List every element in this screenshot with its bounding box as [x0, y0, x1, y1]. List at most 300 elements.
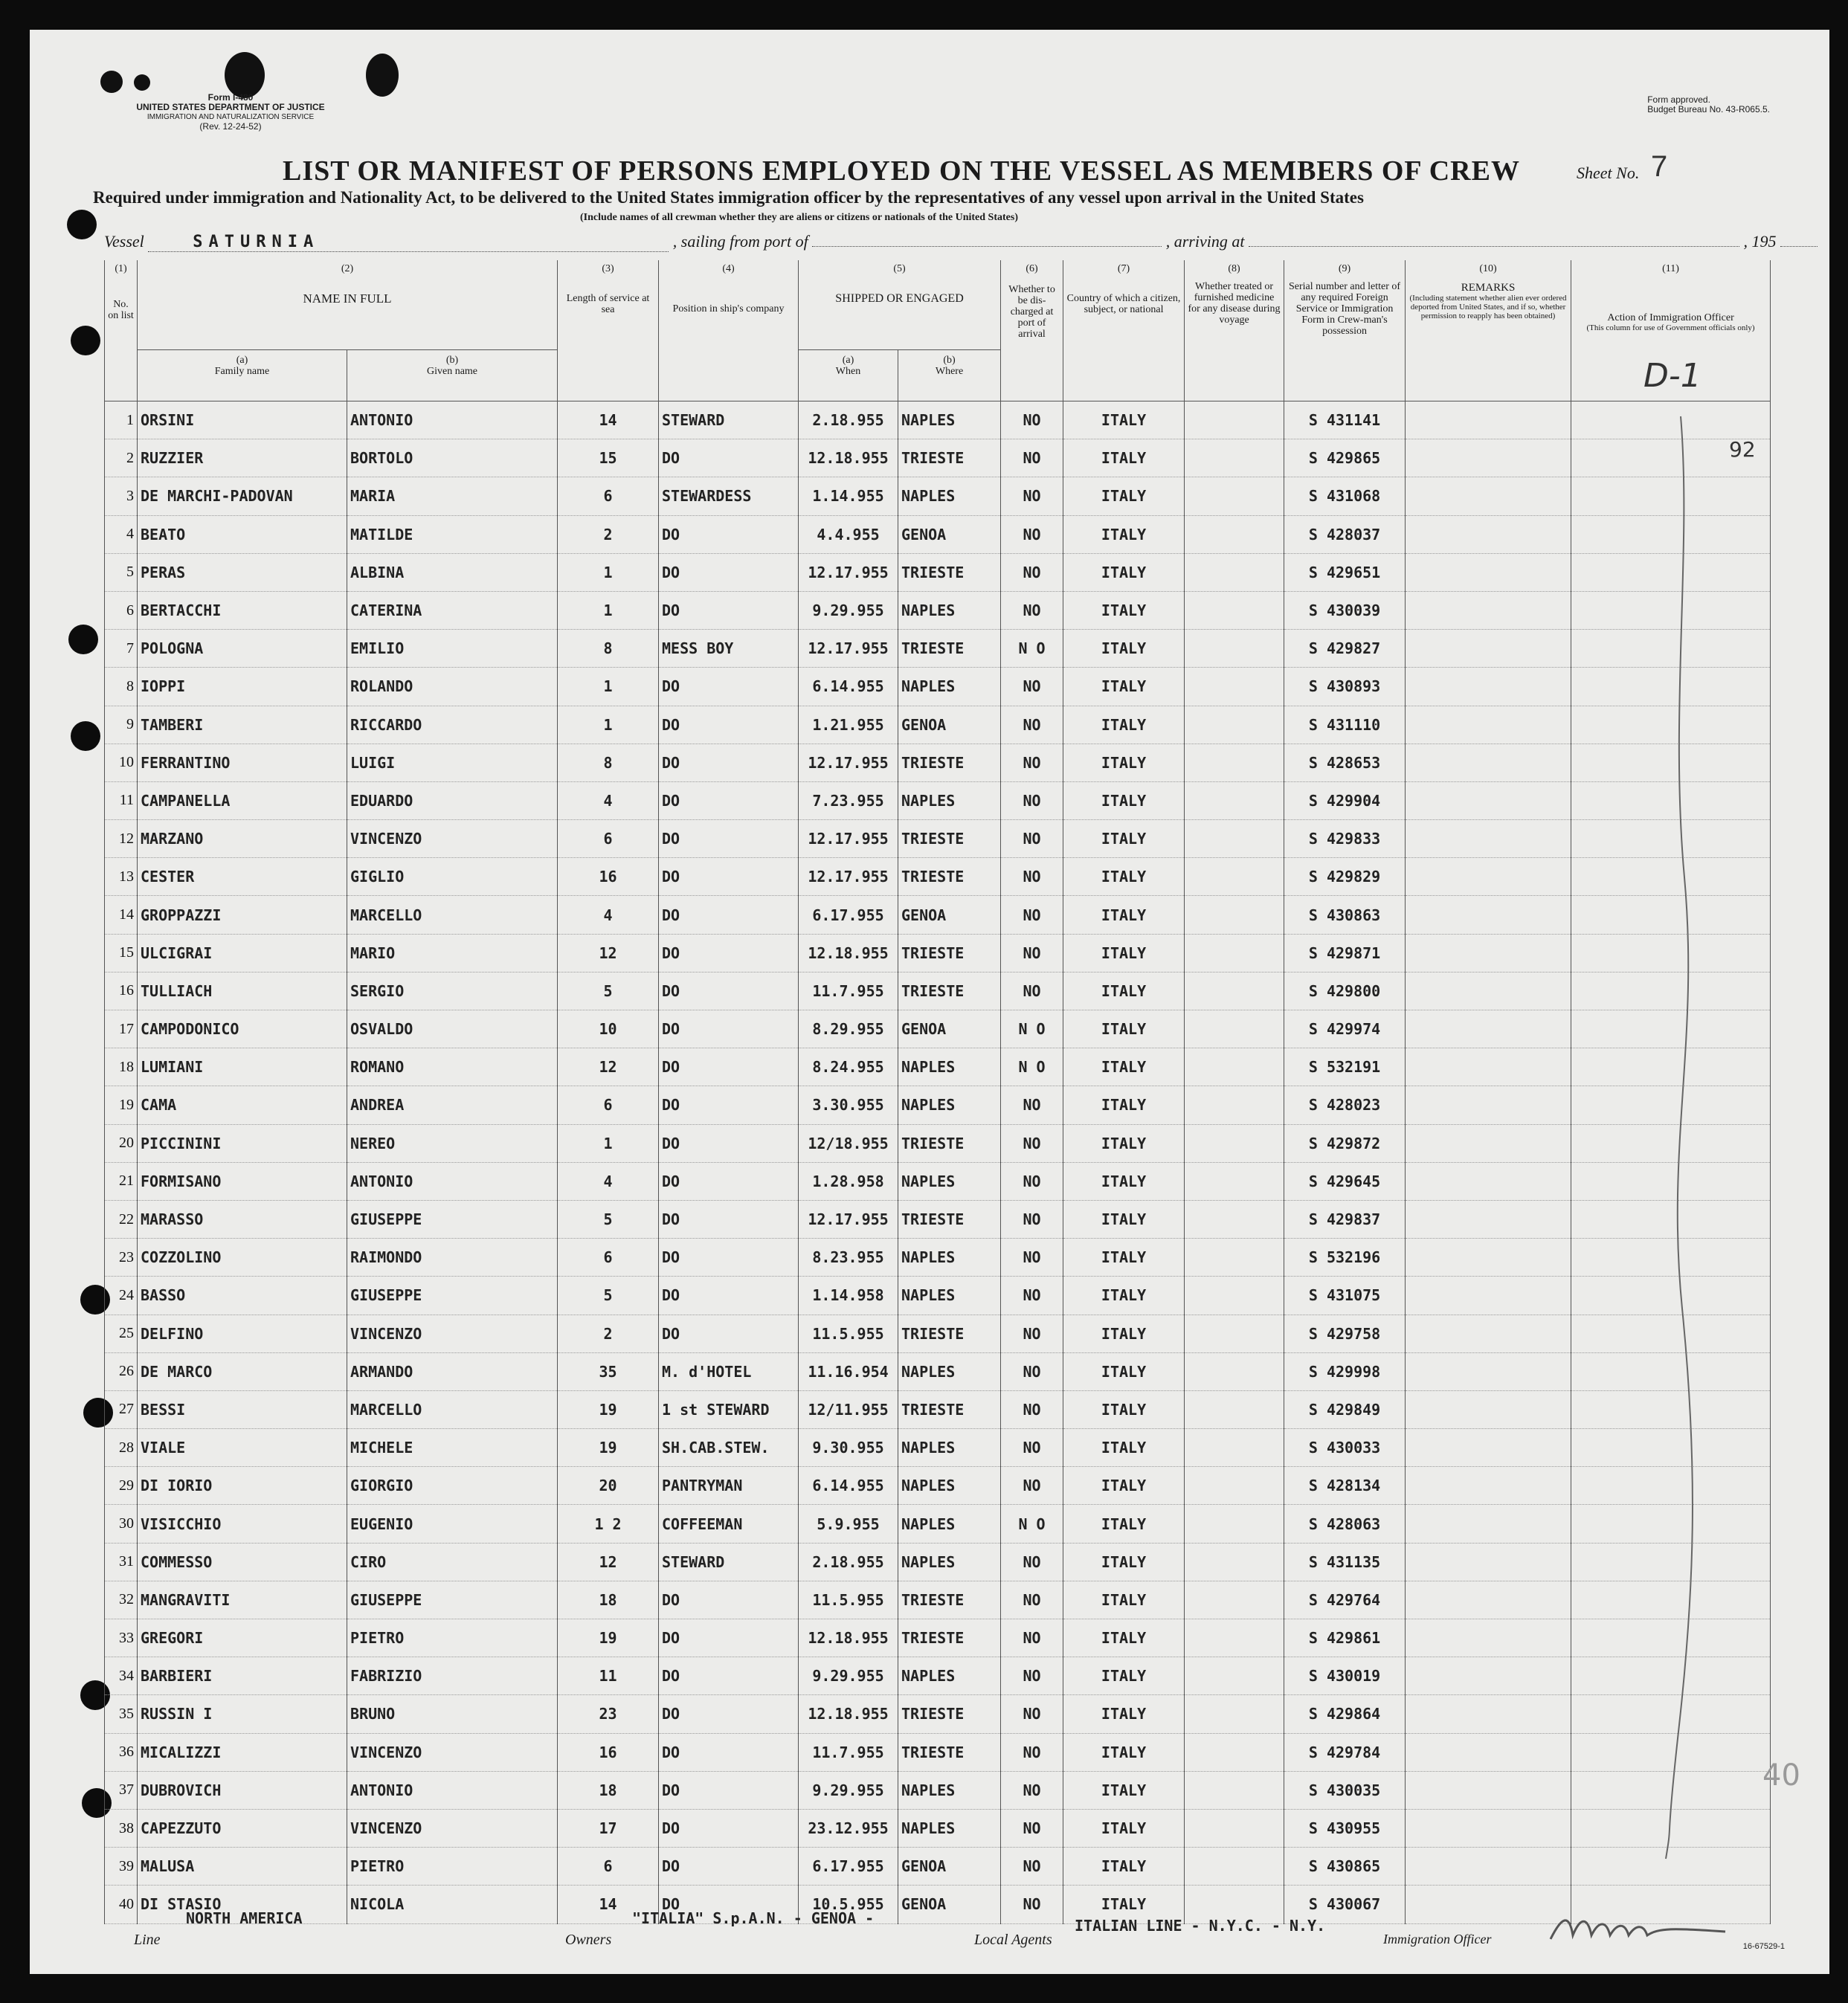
country: ITALY [1063, 1505, 1185, 1543]
remarks-cell [1406, 1543, 1571, 1581]
length-of-service: 4 [558, 1162, 659, 1200]
family-name: DI IORIO [138, 1467, 347, 1505]
medicine-cell [1185, 1809, 1284, 1847]
engaged-when: 6.14.955 [799, 668, 898, 706]
country: ITALY [1063, 401, 1185, 439]
family-name: COZZOLINO [138, 1239, 347, 1277]
where-label: (b) [943, 355, 956, 366]
serial-number: S 429800 [1284, 972, 1406, 1010]
length-of-service: 2 [558, 1315, 659, 1352]
table-row [105, 591, 1771, 629]
serial-number: S 429837 [1284, 1200, 1406, 1238]
engaged-when: 8.24.955 [799, 1048, 898, 1086]
engaged-where: TRIESTE [898, 820, 1001, 858]
position: DO [659, 706, 799, 744]
table-row [105, 1048, 1771, 1086]
length-of-service: 12 [558, 934, 659, 972]
column-number: (1) [105, 260, 138, 277]
remarks-cell [1406, 1200, 1571, 1238]
family-name: FORMISANO [138, 1162, 347, 1200]
row-number: 33 [105, 1619, 138, 1657]
engaged-when: 2.18.955 [799, 401, 898, 439]
engaged-when: 9.29.955 [799, 1657, 898, 1695]
position: DO [659, 1733, 799, 1771]
table-row [105, 1200, 1771, 1238]
country: ITALY [1063, 858, 1185, 896]
discharged: NO [1001, 591, 1063, 629]
serial-number: S 429871 [1284, 934, 1406, 972]
officer-signature [1547, 1909, 1733, 1946]
length-of-service: 12 [558, 1048, 659, 1086]
engaged-when: 9.30.955 [799, 1429, 898, 1467]
country: ITALY [1063, 1010, 1185, 1048]
engaged-where: GENOA [898, 896, 1001, 934]
position: DO [659, 1162, 799, 1200]
engaged-where: TRIESTE [898, 553, 1001, 591]
engaged-when: 12.17.955 [799, 630, 898, 668]
discharged: NO [1001, 477, 1063, 515]
country: ITALY [1063, 668, 1185, 706]
family-name: VIALE [138, 1429, 347, 1467]
length-of-service: 15 [558, 439, 659, 477]
engaged-where: GENOA [898, 1848, 1001, 1886]
family-name: ULCIGRAI [138, 934, 347, 972]
position: SH.CAB.STEW. [659, 1429, 799, 1467]
column-header-length: Length of service at sea [558, 277, 659, 401]
family-name: BASSO [138, 1277, 347, 1315]
position: COFFEEMAN [659, 1505, 799, 1543]
medicine-cell [1185, 896, 1284, 934]
engaged-when: 5.9.955 [799, 1505, 898, 1543]
engaged-when: 8.23.955 [799, 1239, 898, 1277]
discharged: NO [1001, 1581, 1063, 1619]
row-number: 29 [105, 1467, 138, 1505]
given-name: BORTOLO [347, 439, 558, 477]
position: 1 st STEWARD [659, 1390, 799, 1428]
discharged: NO [1001, 439, 1063, 477]
medicine-cell [1185, 1429, 1284, 1467]
discharged: NO [1001, 1277, 1063, 1315]
engaged-when: 1.28.958 [799, 1162, 898, 1200]
engaged-where: NAPLES [898, 1352, 1001, 1390]
medicine-cell [1185, 744, 1284, 781]
serial-number: S 429645 [1284, 1162, 1406, 1200]
country: ITALY [1063, 1315, 1185, 1352]
engaged-where: TRIESTE [898, 1390, 1001, 1428]
engaged-where: NAPLES [898, 781, 1001, 819]
serial-number: S 429758 [1284, 1315, 1406, 1352]
action-title: Action of Immigration Officer [1607, 312, 1734, 323]
given-name: BRUNO [347, 1695, 558, 1733]
engaged-where: NAPLES [898, 1162, 1001, 1200]
form-identifier [97, 93, 364, 132]
row-number: 3 [105, 477, 138, 515]
given-name: RAIMONDO [347, 1239, 558, 1277]
revision: (Rev. 12-24-52) [199, 121, 262, 132]
length-of-service: 1 [558, 553, 659, 591]
position: STEWARD [659, 401, 799, 439]
discharged: N O [1001, 630, 1063, 668]
row-number: 32 [105, 1581, 138, 1619]
medicine-cell [1185, 972, 1284, 1010]
medicine-cell [1185, 1162, 1284, 1200]
medicine-cell [1185, 668, 1284, 706]
family-name: DUBROVICH [138, 1771, 347, 1809]
given-title: Given name [426, 366, 478, 377]
row-number: 5 [105, 553, 138, 591]
row-number: 28 [105, 1429, 138, 1467]
discharged: NO [1001, 1619, 1063, 1657]
given-name: MARIO [347, 934, 558, 972]
remarks-cell [1406, 1581, 1571, 1619]
medicine-cell [1185, 1505, 1284, 1543]
country: ITALY [1063, 1467, 1185, 1505]
medicine-cell [1185, 1771, 1284, 1809]
table-row [105, 1505, 1771, 1543]
table-row [105, 553, 1771, 591]
serial-number: S 429861 [1284, 1619, 1406, 1657]
column-number: (11) [1571, 260, 1771, 277]
position: PANTRYMAN [659, 1467, 799, 1505]
length-of-service: 4 [558, 896, 659, 934]
length-of-service: 8 [558, 744, 659, 781]
given-name: GIUSEPPE [347, 1277, 558, 1315]
ink-blot [225, 52, 265, 98]
column-header-shipped: SHIPPED OR ENGAGED [799, 277, 1001, 350]
country: ITALY [1063, 1124, 1185, 1162]
arriving-label: , arriving at [1165, 232, 1245, 251]
remarks-cell [1406, 744, 1571, 781]
position: DO [659, 896, 799, 934]
country: ITALY [1063, 1239, 1185, 1277]
column-header-medicine: Whether treated or furnished medicine for any disease during voyage [1185, 277, 1284, 401]
remarks-cell [1406, 1657, 1571, 1695]
row-number: 16 [105, 972, 138, 1010]
discharged: NO [1001, 553, 1063, 591]
given-name: MATILDE [347, 515, 558, 553]
position: DO [659, 1619, 799, 1657]
country: ITALY [1063, 1848, 1185, 1886]
column-header-remarks [1406, 277, 1571, 401]
sailing-port-field [812, 246, 1162, 247]
table-row [105, 1239, 1771, 1277]
given-name: ANTONIO [347, 401, 558, 439]
length-of-service: 1 [558, 668, 659, 706]
table-row [105, 1162, 1771, 1200]
engaged-where: GENOA [898, 515, 1001, 553]
table-row [105, 1543, 1771, 1581]
table-row [105, 1467, 1771, 1505]
family-name: CESTER [138, 858, 347, 896]
table-row [105, 1277, 1771, 1315]
where-title: Where [935, 366, 964, 377]
position: DO [659, 439, 799, 477]
row-number: 12 [105, 820, 138, 858]
engaged-when: 11.7.955 [799, 972, 898, 1010]
column-number-row [105, 260, 1771, 277]
length-of-service: 1 2 [558, 1505, 659, 1543]
discharged: NO [1001, 668, 1063, 706]
medicine-cell [1185, 1581, 1284, 1619]
engaged-when: 6.17.955 [799, 1848, 898, 1886]
country: ITALY [1063, 934, 1185, 972]
remarks-cell [1406, 1315, 1571, 1352]
ink-blot [100, 71, 123, 93]
given-name: RICCARDO [347, 706, 558, 744]
table-row [105, 1619, 1771, 1657]
engaged-where: TRIESTE [898, 1619, 1001, 1657]
table-row [105, 1771, 1771, 1809]
position: DO [659, 1581, 799, 1619]
country: ITALY [1063, 744, 1185, 781]
discharged: N O [1001, 1010, 1063, 1048]
serial-number: S 429864 [1284, 1695, 1406, 1733]
discharged: NO [1001, 1390, 1063, 1428]
country: ITALY [1063, 1429, 1185, 1467]
ink-blot [366, 54, 399, 97]
engaged-where: TRIESTE [898, 1124, 1001, 1162]
row-number: 22 [105, 1200, 138, 1238]
family-name: DI STASIO [138, 1886, 347, 1923]
given-name: CIRO [347, 1543, 558, 1581]
sailing-label: , sailing from port of [672, 232, 808, 251]
family-name: GROPPAZZI [138, 896, 347, 934]
stamp-number: 16-67529-1 [1742, 1942, 1785, 1951]
family-name: MARZANO [138, 820, 347, 858]
engaged-when: 11.16.954 [799, 1352, 898, 1390]
position: DO [659, 1086, 799, 1124]
engaged-when: 12.17.955 [799, 553, 898, 591]
length-of-service: 10 [558, 1010, 659, 1048]
column-number: (9) [1284, 260, 1406, 277]
country: ITALY [1063, 972, 1185, 1010]
engaged-when: 3.30.955 [799, 1086, 898, 1124]
column-header-when [799, 350, 898, 401]
length-of-service: 5 [558, 972, 659, 1010]
length-of-service: 16 [558, 1733, 659, 1771]
service: IMMIGRATION AND NATURALIZATION SERVICE [147, 113, 315, 121]
serial-number: S 428023 [1284, 1086, 1406, 1124]
position: DO [659, 1771, 799, 1809]
when-title: When [835, 366, 861, 377]
discharged: NO [1001, 1124, 1063, 1162]
remarks-cell [1406, 820, 1571, 858]
action-mark: D-1 [1643, 357, 1701, 395]
length-of-service: 6 [558, 820, 659, 858]
given-name: CATERINA [347, 591, 558, 629]
engaged-when: 12.17.955 [799, 744, 898, 781]
engaged-where: TRIESTE [898, 630, 1001, 668]
remarks-cell [1406, 972, 1571, 1010]
table-row [105, 630, 1771, 668]
position: DO [659, 1848, 799, 1886]
serial-number: S 429827 [1284, 630, 1406, 668]
medicine-cell [1185, 1086, 1284, 1124]
position: DO [659, 744, 799, 781]
table-row [105, 934, 1771, 972]
given-name: NICOLA [347, 1886, 558, 1923]
given-name: MARCELLO [347, 896, 558, 934]
engaged-where: NAPLES [898, 1809, 1001, 1847]
table-row [105, 1390, 1771, 1428]
medicine-cell [1185, 477, 1284, 515]
discharged: NO [1001, 1733, 1063, 1771]
budget-block [1647, 95, 1770, 114]
table-row [105, 1352, 1771, 1390]
medicine-cell [1185, 1467, 1284, 1505]
family-name: LUMIANI [138, 1048, 347, 1086]
subtitle: Required under immigration and Nationality Act, to be delivered to the United States immigration officer by the representatives of any vessel upon arrival in the United States [93, 188, 1364, 207]
given-name: VINCENZO [347, 1733, 558, 1771]
medicine-cell [1185, 1124, 1284, 1162]
engaged-when: 8.29.955 [799, 1010, 898, 1048]
row-number: 31 [105, 1543, 138, 1581]
row-number: 19 [105, 1086, 138, 1124]
engaged-where: NAPLES [898, 1086, 1001, 1124]
serial-number: S 429904 [1284, 781, 1406, 819]
remarks-cell [1406, 1429, 1571, 1467]
position: DO [659, 934, 799, 972]
count-annotation-top: 92 [1729, 437, 1756, 462]
family-name: CAMPODONICO [138, 1010, 347, 1048]
column-header-given [347, 350, 558, 401]
family-name: CAMPANELLA [138, 781, 347, 819]
column-header-country: Country of which a citizen, subject, or national [1063, 277, 1185, 401]
remarks-cell [1406, 515, 1571, 553]
family-name: TAMBERI [138, 706, 347, 744]
given-label: (b) [445, 355, 459, 366]
family-name: DELFINO [138, 1315, 347, 1352]
table-row [105, 477, 1771, 515]
family-name: BERTACCHI [138, 591, 347, 629]
medicine-cell [1185, 1619, 1284, 1657]
medicine-cell [1185, 1657, 1284, 1695]
engaged-where: NAPLES [898, 1239, 1001, 1277]
country: ITALY [1063, 591, 1185, 629]
serial-number: S 430863 [1284, 896, 1406, 934]
line-value: NORTH AMERICA [186, 1909, 303, 1927]
remarks-cell [1406, 1505, 1571, 1543]
serial-number: S 429865 [1284, 439, 1406, 477]
family-name: DE MARCHI-PADOVAN [138, 477, 347, 515]
engaged-when: 23.12.955 [799, 1809, 898, 1847]
engaged-where: GENOA [898, 1886, 1001, 1923]
remarks-cell [1406, 1390, 1571, 1428]
remarks-cell [1406, 591, 1571, 629]
position: STEWARD [659, 1543, 799, 1581]
discharged: NO [1001, 781, 1063, 819]
family-name: DE MARCO [138, 1352, 347, 1390]
family-name: RUZZIER [138, 439, 347, 477]
remarks-cell [1406, 439, 1571, 477]
remarks-cell [1406, 1809, 1571, 1847]
country: ITALY [1063, 1733, 1185, 1771]
engaged-where: TRIESTE [898, 934, 1001, 972]
family-title: Family name [214, 366, 270, 377]
row-number: 24 [105, 1277, 138, 1315]
country: ITALY [1063, 1886, 1185, 1923]
row-number: 27 [105, 1390, 138, 1428]
serial-number: S 532191 [1284, 1048, 1406, 1086]
serial-number: S 430067 [1284, 1886, 1406, 1923]
arriving-field [1249, 246, 1739, 247]
table-row [105, 1429, 1771, 1467]
remarks-cell [1406, 1086, 1571, 1124]
serial-number: S 431135 [1284, 1543, 1406, 1581]
remarks-cell [1406, 1467, 1571, 1505]
given-name: VINCENZO [347, 1315, 558, 1352]
engaged-where: NAPLES [898, 1657, 1001, 1695]
position: STEWARDESS [659, 477, 799, 515]
given-name: ALBINA [347, 553, 558, 591]
serial-number: S 430955 [1284, 1809, 1406, 1847]
length-of-service: 6 [558, 477, 659, 515]
column-header-name: NAME IN FULL [138, 277, 558, 350]
family-name: POLOGNA [138, 630, 347, 668]
remarks-cell [1406, 781, 1571, 819]
length-of-service: 35 [558, 1352, 659, 1390]
form-approved: Form approved. [1647, 94, 1710, 105]
family-name: BEATO [138, 515, 347, 553]
remarks-cell [1406, 1771, 1571, 1809]
given-name: VINCENZO [347, 820, 558, 858]
serial-number: S 429974 [1284, 1010, 1406, 1048]
given-name: MARIA [347, 477, 558, 515]
remarks-cell [1406, 1124, 1571, 1162]
serial-number: S 431141 [1284, 401, 1406, 439]
country: ITALY [1063, 896, 1185, 934]
given-name: MARCELLO [347, 1390, 558, 1428]
length-of-service: 5 [558, 1277, 659, 1315]
medicine-cell [1185, 1695, 1284, 1733]
length-of-service: 4 [558, 781, 659, 819]
given-name: PIETRO [347, 1619, 558, 1657]
remarks-cell [1406, 1010, 1571, 1048]
engaged-where: TRIESTE [898, 1200, 1001, 1238]
row-number: 39 [105, 1848, 138, 1886]
serial-number: S 430865 [1284, 1848, 1406, 1886]
given-name: GIUSEPPE [347, 1200, 558, 1238]
position: DO [659, 1124, 799, 1162]
engaged-when: 12.18.955 [799, 1695, 898, 1733]
discharged: NO [1001, 896, 1063, 934]
position: DO [659, 1277, 799, 1315]
engaged-where: NAPLES [898, 1467, 1001, 1505]
punch-hole [67, 210, 97, 239]
engaged-where: NAPLES [898, 1505, 1001, 1543]
table-row [105, 1848, 1771, 1886]
country: ITALY [1063, 515, 1185, 553]
medicine-cell [1185, 1315, 1284, 1352]
engaged-where: NAPLES [898, 591, 1001, 629]
serial-number: S 431110 [1284, 706, 1406, 744]
medicine-cell [1185, 515, 1284, 553]
punch-hole [71, 326, 100, 355]
engaged-where: TRIESTE [898, 439, 1001, 477]
discharged: NO [1001, 820, 1063, 858]
engaged-when: 11.5.955 [799, 1581, 898, 1619]
sheet-label: Sheet No. [1577, 164, 1640, 182]
country: ITALY [1063, 630, 1185, 668]
remarks-cell [1406, 401, 1571, 439]
medicine-cell [1185, 630, 1284, 668]
row-number: 18 [105, 1048, 138, 1086]
manifest-sheet [30, 30, 1829, 1974]
row-number: 25 [105, 1315, 138, 1352]
engaged-where: NAPLES [898, 1277, 1001, 1315]
country: ITALY [1063, 1543, 1185, 1581]
engaged-when: 10.5.955 [799, 1886, 898, 1923]
